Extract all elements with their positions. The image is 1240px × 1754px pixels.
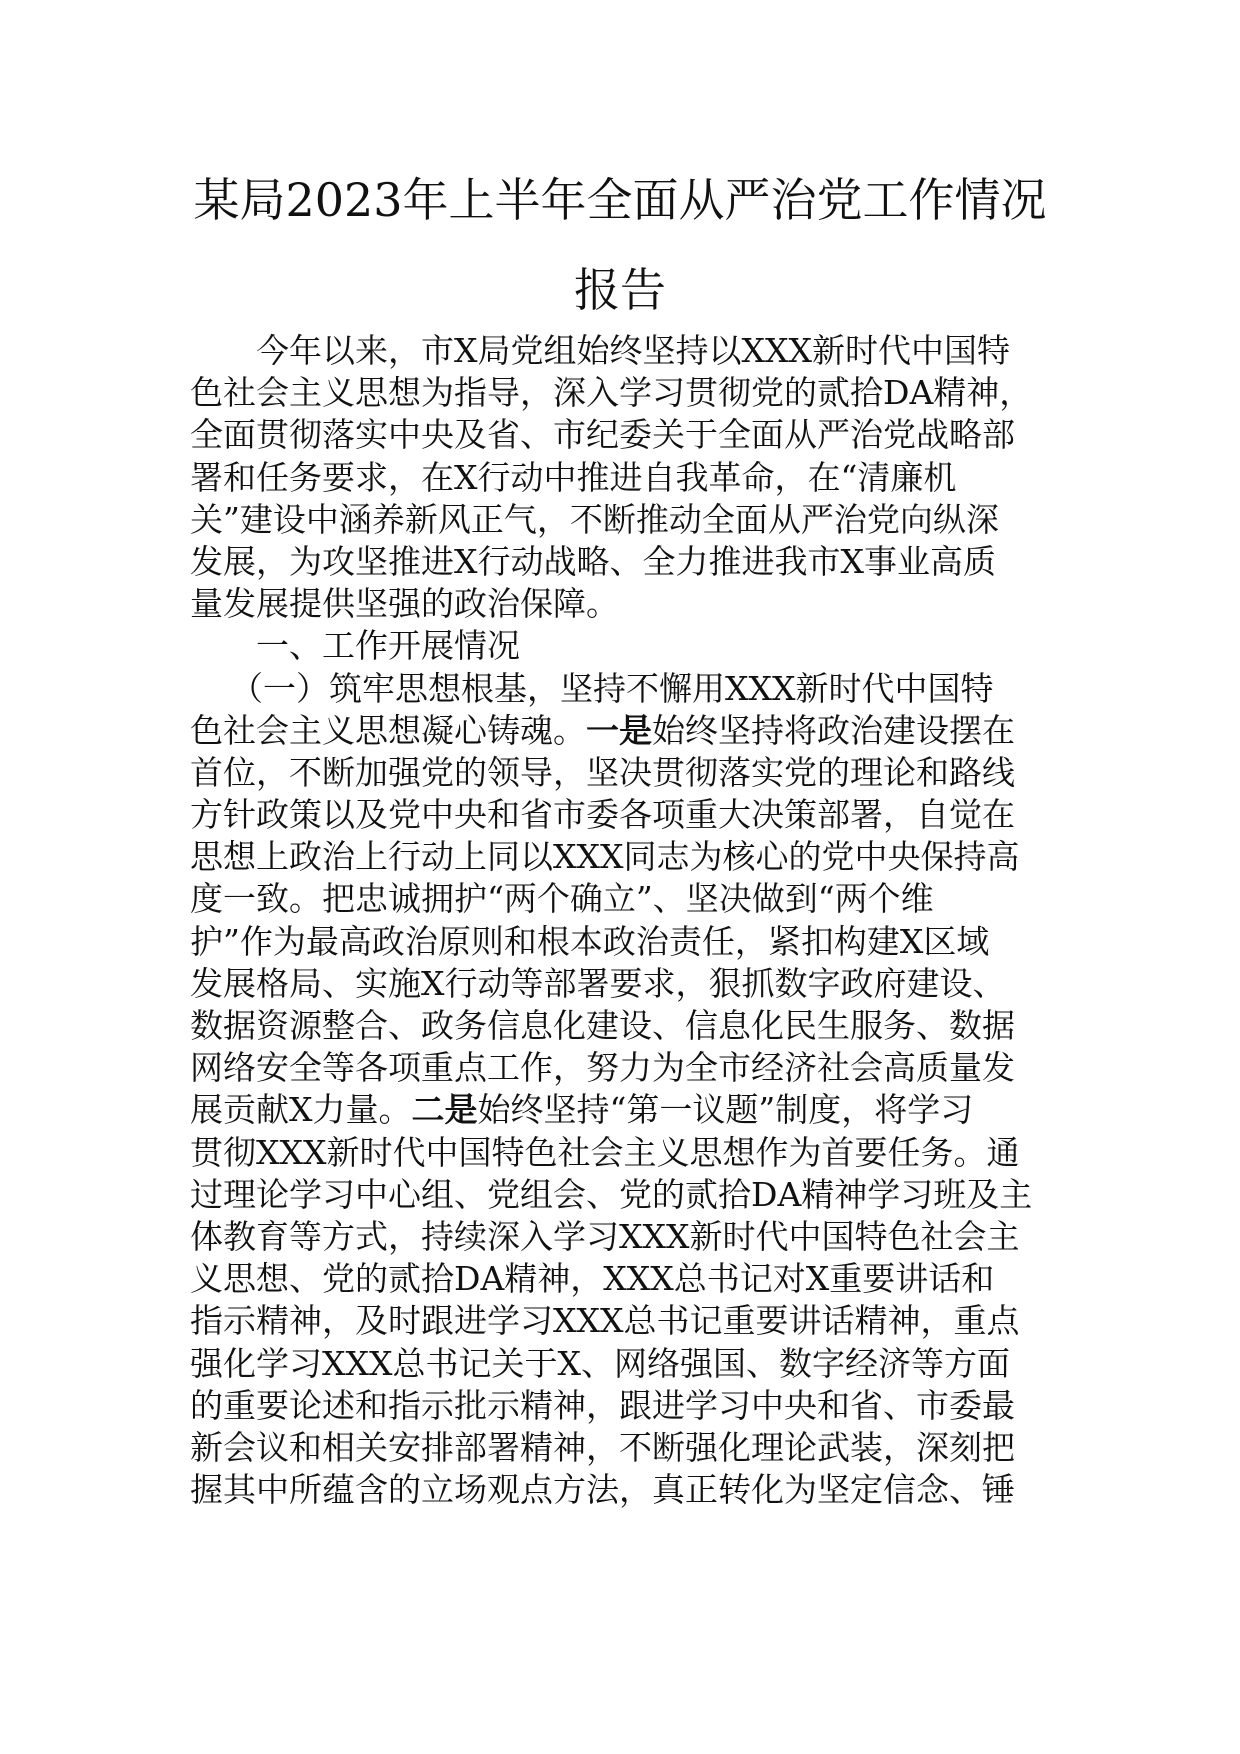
paragraph-line: 方针政策以及党中央和省市委各项重大决策部署，自觉在 — [190, 795, 1015, 835]
paragraph-line — [190, 710, 1070, 752]
section-heading: 一、工作开展情况 — [256, 626, 520, 666]
paragraph-line: 网络安全等各项重点工作，努力为全市经济社会高质量发 — [190, 1048, 1015, 1088]
intro-line: 色社会主义思想为指导，深入学习贯彻党的贰拾DA精神， — [190, 373, 1033, 413]
paragraph-line: 度一致。把忠诚拥护“两个确立”、坚决做到“两个维 — [190, 879, 934, 919]
enumeration-marker: 二是 — [411, 1090, 478, 1130]
paragraph-line: 护”作为最高政治原则和根本政治责任，紧扣构建X区域 — [190, 921, 990, 961]
paragraph-line: 指示精神，及时跟进学习XXX总书记重要讲话精神，重点 — [190, 1301, 1020, 1341]
paragraph-line: 义思想、党的贰拾DA精神，XXX总书记对X重要讲话和 — [190, 1259, 995, 1299]
paragraph-line: 首位，不断加强党的领导，坚决贯彻落实党的理论和路线 — [190, 752, 1015, 792]
paragraph-line: 过理论学习中心组、党组会、党的贰拾DA精神学习班及主 — [190, 1174, 1033, 1214]
paragraph-line: 数据资源整合、政务信息化建设、信息化民生服务、数据 — [190, 1006, 1015, 1045]
paragraph-line: 的重要论述和指示批示精神，跟进学习中央和省、市委最 — [190, 1385, 1015, 1425]
paragraph-line: 发展格局、实施X行动等部署要求，狠抓数字政府建设、 — [190, 963, 1006, 1003]
intro-line: 发展，为攻坚推进X行动战略、全力推进我市X事业高质 — [190, 541, 996, 581]
paragraph-line: 贯彻XXX新时代中国特色社会主义思想作为首要任务。通 — [190, 1132, 1020, 1172]
paragraph-line: 体教育等方式，持续深入学习XXX新时代中国特色社会主 — [190, 1216, 1020, 1256]
subsection-heading-line: （一）筑牢思想根基，坚持不懈用XXX新时代中国特 — [230, 668, 994, 708]
paragraph-line: 思想上政治上行动上同以XXX同志为核心的党中央保持高 — [190, 837, 1020, 877]
paragraph-text: 始终坚持“第一议题”制度，将学习 — [477, 1090, 974, 1130]
intro-line: 署和任务要求，在X行动中推进自我革命，在“清廉机 — [190, 457, 957, 497]
paragraph-line: 握其中所蕴含的立场观点方法，真正转化为坚定信念、锤 — [190, 1470, 1015, 1510]
subsection-heading-end: 色社会主义思想凝心铸魂。 — [190, 710, 586, 750]
report-title-line-2: 报告 — [574, 263, 666, 317]
paragraph-line — [190, 1089, 1070, 1131]
intro-line: 今年以来，市X局党组始终坚持以XXX新时代中国特 — [256, 331, 1010, 370]
report-title-line-1: 某局2023年上半年全面从严治党工作情况 — [193, 173, 1047, 227]
paragraph-text: 始终坚持将政治建设摆在 — [652, 710, 1015, 750]
paragraph-line: 强化学习XXX总书记关于X、网络强国、数字经济等方面 — [190, 1343, 1010, 1383]
enumeration-marker: 一是 — [586, 710, 652, 750]
intro-line: 量发展提供坚强的政治保障。 — [190, 584, 619, 624]
intro-line: 关”建设中涵养新风正气，不断推动全面从严治党向纵深 — [190, 499, 999, 539]
report-body — [190, 330, 1070, 1511]
paragraph-line: 新会议和相关安排部署精神，不断强化理论武装，深刻把 — [190, 1427, 1015, 1467]
paragraph-text: 展贡献X力量。 — [190, 1090, 412, 1130]
intro-line: 全面贯彻落实中央及省、市纪委关于全面从严治党战略部 — [190, 415, 1015, 455]
